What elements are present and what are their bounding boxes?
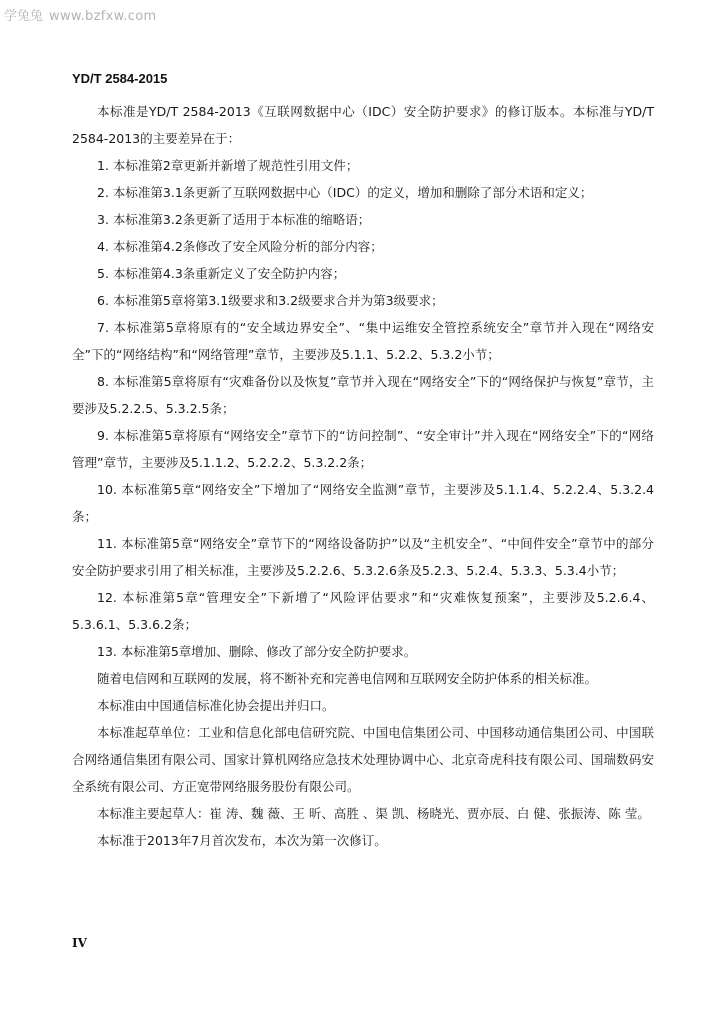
- change-item: 8. 本标准第5章将原有“灾难备份以及恢复”章节并入现在“网络安全”下的“网络保护与恢复”章节，主要涉及5.2.2.5、5.3.2.5条；: [72, 374, 654, 416]
- intro-paragraph: 本标准是YD/T 2584-2013《互联网数据中心（IDC）安全防护要求》的修订版本。本标准与YD/T 2584-2013的主要差异在于：: [72, 104, 654, 146]
- change-item: 2. 本标准第3.1条更新了互联网数据中心（IDC）的定义，增加和删除了部分术语和定义；: [97, 185, 593, 200]
- document-id: YD/T 2584-2015: [72, 71, 168, 86]
- change-item: 5. 本标准第4.3条重新定义了安全防护内容；: [97, 266, 346, 281]
- change-item: 3. 本标准第3.2条更新了适用于本标准的缩略语；: [97, 212, 371, 227]
- change-item: 13. 本标准第5章增加、删除、修改了部分安全防护要求。: [97, 644, 417, 659]
- change-item: 4. 本标准第4.2条修改了安全风险分析的部分内容；: [97, 239, 383, 254]
- change-item: 1. 本标准第2章更新并新增了规范性引用文件；: [97, 158, 359, 173]
- change-item: 11. 本标准第5章“网络安全”章节下的“网络设备防护”以及“主机安全”、“中间件安全”章节中的部分安全防护要求引用了相关标准，主要涉及5.2.2.6、5.3.2.6条及5.2.3、5.2.4、5.3.3、5.3.4小节；: [72, 536, 654, 578]
- change-item: 9. 本标准第5章将原有“网络安全”章节下的“访问控制”、“安全审计”并入现在“网络安全”下的“网络管理”章节，主要涉及5.1.1.2、5.2.2.2、5.3.2.2条；: [72, 428, 654, 470]
- watermark: [4, 5, 156, 24]
- foreword-body: [72, 98, 654, 854]
- change-item: 10. 本标准第5章“网络安全”下增加了“网络安全监测”章节，主要涉及5.1.1.4、5.2.2.4、5.3.2.4条；: [72, 482, 654, 524]
- watermark-url: www.bzfxw.com: [49, 9, 157, 24]
- development-paragraph: 随着电信网和互联网的发展，将不断补充和完善电信网和互联网安全防护体系的相关标准。: [97, 671, 598, 686]
- drafting-units-paragraph: 本标准起草单位：工业和信息化部电信研究院、中国电信集团公司、中国移动通信集团公司、中国联合网络通信集团有限公司、国家计算机网络应急技术处理协调中心、北京奇虎科技有限公司、国瑞数码安全系统有限公司、方正宽带网络服务股份有限公司。: [72, 725, 654, 794]
- drafters-paragraph: 本标准主要起草人：崔 涛、魏 薇、王 昕、高胜 、渠 凯、杨晓光、贾亦辰、白 健、张振涛、陈 莹。: [97, 806, 650, 821]
- change-item: 12. 本标准第5章“管理安全”下新增了“风险评估要求”和“灾难恢复预案”，主要涉及5.2.6.4、5.3.6.1、5.3.6.2条；: [72, 590, 654, 632]
- change-item: 6. 本标准第5章将第3.1级要求和3.2级要求合并为第3级要求；: [97, 293, 444, 308]
- proposer-paragraph: 本标准由中国通信标准化协会提出并归口。: [97, 698, 335, 713]
- page-number: IV: [72, 936, 87, 950]
- change-item: 7. 本标准第5章将原有的“安全域边界安全”、“集中运维安全管控系统安全”章节并入现在“网络安全”下的“网络结构”和“网络管理”章节，主要涉及5.1.1、5.2.2、5.3.2小节；: [72, 320, 654, 362]
- publication-paragraph: 本标准于2013年7月首次发布，本次为第一次修订。: [97, 833, 387, 848]
- watermark-site-name: 学兔兔: [4, 9, 44, 24]
